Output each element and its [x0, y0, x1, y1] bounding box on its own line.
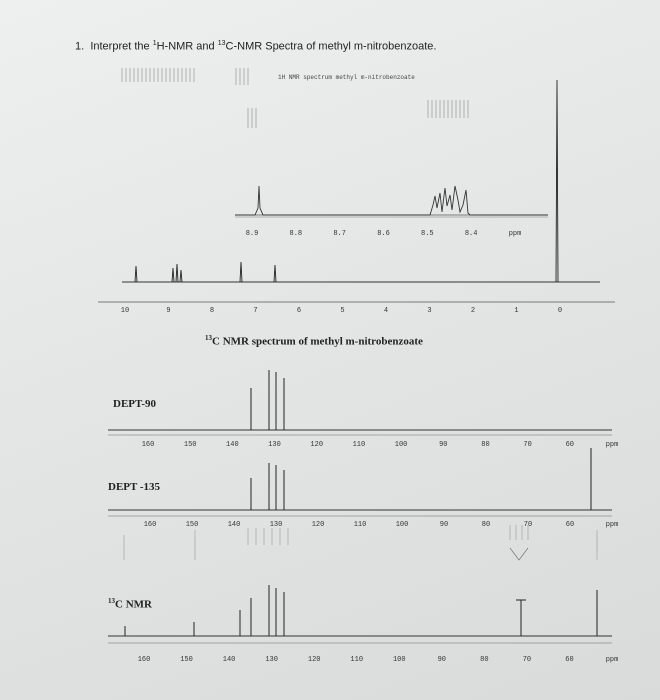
h-lower-tick: 7	[253, 307, 258, 315]
h-upper-tick: 8.8	[289, 230, 303, 238]
question-number: 1.	[75, 40, 85, 53]
dept90-label: DEPT-90	[113, 398, 156, 410]
dept90-tick: 80	[481, 441, 490, 449]
c13-tick: 140	[222, 656, 236, 664]
h-lower-tick: 1	[514, 307, 519, 315]
dept135-tick: 70	[523, 521, 533, 529]
c13-tick: ppm	[605, 656, 619, 664]
c13-tick: 110	[350, 656, 364, 664]
h-lower-tick: 3	[427, 307, 432, 315]
c13-label-sup: 13	[108, 597, 115, 605]
c13-tick: 60	[565, 656, 574, 664]
c-superscript: 13	[217, 40, 226, 47]
c-nmr-title-sup: 13	[205, 334, 212, 342]
dept90-tick: 60	[565, 441, 575, 449]
dept90-tick: 160	[141, 441, 155, 449]
h-upper-tick: ppm	[508, 230, 522, 238]
c13-tick: 80	[480, 656, 489, 664]
c13-tick: 120	[307, 656, 321, 664]
dept90-tick: 120	[310, 441, 324, 449]
h-lower-tick: 5	[340, 307, 345, 315]
h-text: H-NMR and	[156, 40, 218, 53]
question-prefix: Interpret the	[90, 40, 153, 53]
c13-tick: 90	[437, 656, 447, 664]
h-lower-tick: 6	[296, 307, 302, 315]
h-lower-tick: 9	[166, 307, 171, 315]
c-text: C-NMR Spectra of methyl m-nitrobenzoate.	[225, 40, 437, 53]
dept135-tick: 150	[185, 521, 199, 529]
c13-tick: 100	[392, 656, 406, 664]
dept90-tick: 70	[523, 441, 532, 449]
dept90-tick: 90	[439, 441, 448, 449]
h-lower-tick: 4	[383, 307, 389, 315]
dept135-tick: 160	[143, 521, 157, 529]
dept135-tick: 100	[395, 521, 409, 529]
dept135-tick: 120	[311, 521, 325, 529]
dept90-tick: ppm	[605, 441, 619, 449]
h-nmr-title: 1H NMR spectrum methyl m-nitrobenzoate	[278, 74, 415, 81]
h-upper-tick: 8.5	[421, 230, 434, 238]
dept135-label: DEPT -135	[108, 481, 161, 493]
dept135-tick: 130	[269, 521, 283, 529]
h-lower-tick: 8	[209, 307, 215, 315]
dept90-tick: 140	[226, 441, 239, 449]
h-upper-tick: 8.6	[377, 230, 390, 238]
dept135-tick: 80	[481, 521, 491, 529]
c13-tick: 160	[137, 656, 151, 664]
dept135-tick: 90	[439, 521, 449, 529]
dept135-tick: 110	[353, 521, 367, 529]
h-lower-tick: 0	[557, 307, 563, 315]
dept90-tick: 130	[268, 441, 281, 449]
dept135-tick: 140	[227, 521, 241, 529]
c13-label-text: C NMR	[115, 598, 152, 611]
c-nmr-title-text: C NMR spectrum of methyl m-nitrobenzoate	[212, 335, 423, 348]
h-superscript: 1	[152, 40, 157, 47]
dept135-tick: ppm	[605, 521, 619, 529]
h-upper-tick: 8.9	[245, 230, 259, 238]
c13-tick: 150	[180, 656, 193, 664]
h-lower-tick: 2	[470, 307, 476, 315]
h-upper-tick: 8.7	[333, 230, 346, 238]
c13-tick: 130	[265, 656, 278, 664]
dept135-tick: 60	[565, 521, 575, 529]
dept90-tick: 150	[183, 441, 197, 449]
c13-tick: 70	[522, 656, 532, 664]
dept90-tick: 100	[394, 441, 408, 449]
h-lower-tick: 10	[120, 307, 130, 315]
h-upper-tick: 8.4	[464, 230, 478, 238]
dept90-tick: 110	[352, 441, 366, 449]
